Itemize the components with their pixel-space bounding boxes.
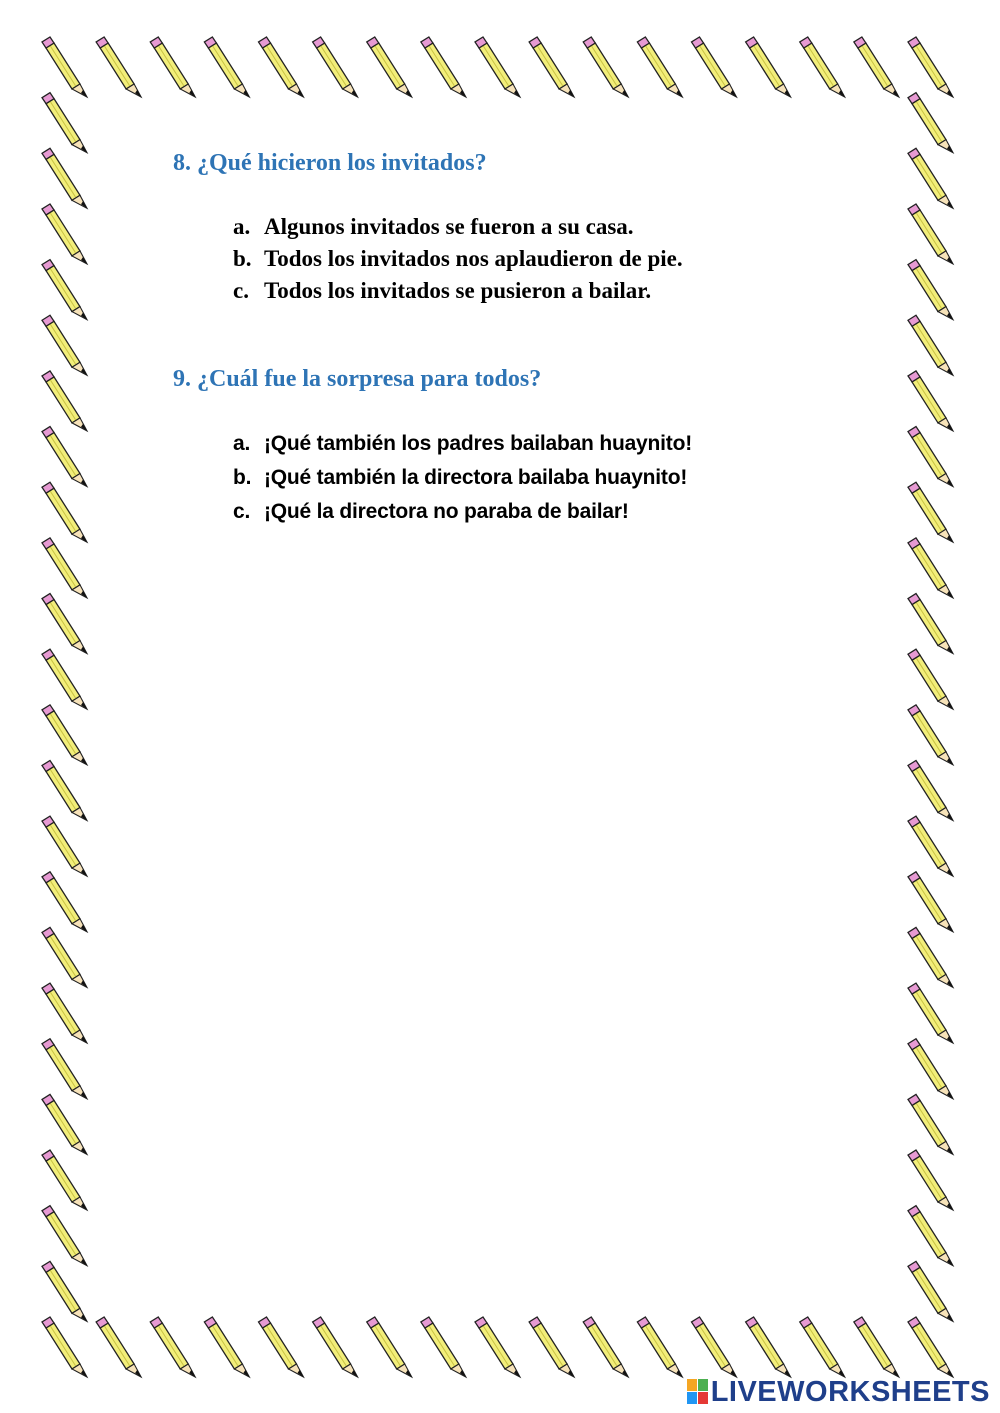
option-letter: a. [233, 432, 251, 455]
pencil-icon [908, 260, 953, 320]
question-9-option-b[interactable] [233, 461, 692, 495]
pencil-icon [96, 37, 141, 97]
question-8-options [233, 211, 683, 307]
question-9-option-a[interactable] [233, 427, 692, 461]
pencil-icon [42, 1094, 87, 1154]
question-8-option-b[interactable] [233, 243, 683, 275]
question-9 [173, 366, 541, 393]
pencil-icon [908, 927, 953, 987]
pencil-icon [42, 204, 87, 264]
option-letter: c. [233, 278, 249, 303]
pencil-icon [42, 148, 87, 208]
pencil-icon [908, 538, 953, 598]
question-8-option-a[interactable] [233, 211, 683, 243]
pencil-icon [475, 1317, 520, 1377]
watermark-text: LIVEWORKSHEETS [710, 1375, 990, 1408]
pencil-icon [692, 1317, 737, 1377]
pencil-icon [637, 37, 682, 97]
pencil-icon [42, 1317, 87, 1377]
pencil-icon [42, 816, 87, 876]
option-letter: a. [233, 214, 251, 239]
pencil-icon [42, 482, 87, 542]
pencil-icon [421, 37, 466, 97]
pencil-icon [42, 427, 87, 487]
pencil-icon [42, 649, 87, 709]
pencil-icon [42, 93, 87, 153]
pencil-icon [908, 872, 953, 932]
pencil-icon [42, 1261, 87, 1321]
pencil-icon [908, 705, 953, 765]
pencil-icon [529, 37, 574, 97]
pencil-icon [96, 1317, 141, 1377]
pencil-icon [908, 482, 953, 542]
pencil-icon [42, 705, 87, 765]
pencil-icon [800, 1317, 845, 1377]
pencil-icon [854, 1317, 899, 1377]
pencil-icon [42, 260, 87, 320]
pencil-icon [42, 1206, 87, 1266]
option-text: Todos los invitados se pusieron a bailar. [264, 278, 652, 303]
pencil-icon [908, 983, 953, 1043]
pencil-icon [42, 927, 87, 987]
pencil-icon [908, 371, 953, 431]
pencil-icon [908, 1261, 953, 1321]
pencil-icon [854, 37, 899, 97]
option-letter: b. [233, 466, 252, 489]
pencil-icon [908, 204, 953, 264]
pencil-icon [42, 983, 87, 1043]
pencil-icon [908, 594, 953, 654]
pencil-icon [475, 37, 520, 97]
option-text: ¡Qué la directora no paraba de bailar! [264, 500, 629, 523]
pencil-icon [908, 1094, 953, 1154]
pencil-icon [42, 594, 87, 654]
question-8 [173, 150, 487, 177]
pencil-icon [908, 1317, 953, 1377]
option-letter: b. [233, 246, 252, 271]
option-text: Algunos invitados se fueron a su casa. [264, 214, 634, 239]
pencil-icon [313, 1317, 358, 1377]
question-8-number: 8. [173, 150, 191, 176]
pencil-icon [259, 1317, 304, 1377]
question-8-option-c[interactable] [233, 275, 683, 307]
pencil-icon [42, 1039, 87, 1099]
liveworksheets-watermark [687, 1376, 990, 1408]
question-9-options [233, 427, 692, 529]
pencil-icon [421, 1317, 466, 1377]
pencil-icon [42, 760, 87, 820]
option-letter: c. [233, 500, 251, 523]
pencil-icon [42, 1150, 87, 1210]
pencil-icon [908, 1039, 953, 1099]
pencil-icon [908, 649, 953, 709]
option-text: Todos los invitados nos aplaudieron de pie. [264, 246, 683, 271]
pencil-icon [908, 427, 953, 487]
pencil-icon [692, 37, 737, 97]
pencil-icon [42, 872, 87, 932]
pencil-icon [908, 816, 953, 876]
pencil-icon [746, 1317, 791, 1377]
pencil-icon [583, 37, 628, 97]
pencil-icon [908, 1206, 953, 1266]
liveworksheets-logo-icon [687, 1379, 709, 1405]
pencil-icon [259, 37, 304, 97]
pencil-icon [204, 37, 249, 97]
pencil-icon [637, 1317, 682, 1377]
question-9-text: ¿Cuál fue la sorpresa para todos? [197, 366, 542, 392]
pencil-icon [42, 315, 87, 375]
pencil-icon [746, 37, 791, 97]
pencil-icon [42, 37, 87, 97]
pencil-icon [908, 760, 953, 820]
pencil-icon [204, 1317, 249, 1377]
pencil-icon [908, 1150, 953, 1210]
pencil-icon [150, 37, 195, 97]
pencil-icon [908, 148, 953, 208]
pencil-icon [800, 37, 845, 97]
question-9-option-c[interactable] [233, 495, 692, 529]
pencil-icon [908, 37, 953, 97]
pencil-icon [908, 93, 953, 153]
pencil-icon [42, 538, 87, 598]
pencil-icon [529, 1317, 574, 1377]
pencil-icon [150, 1317, 195, 1377]
question-9-number: 9. [173, 366, 191, 392]
pencil-icon [313, 37, 358, 97]
option-text: ¡Qué también la directora bailaba huaynito! [264, 466, 688, 489]
pencil-icon [367, 37, 412, 97]
pencil-icon [583, 1317, 628, 1377]
question-8-text: ¿Qué hicieron los invitados? [197, 150, 487, 176]
pencil-icon [367, 1317, 412, 1377]
pencil-icon [42, 371, 87, 431]
option-text: ¡Qué también los padres bailaban huaynito! [264, 432, 693, 455]
pencil-icon [908, 315, 953, 375]
